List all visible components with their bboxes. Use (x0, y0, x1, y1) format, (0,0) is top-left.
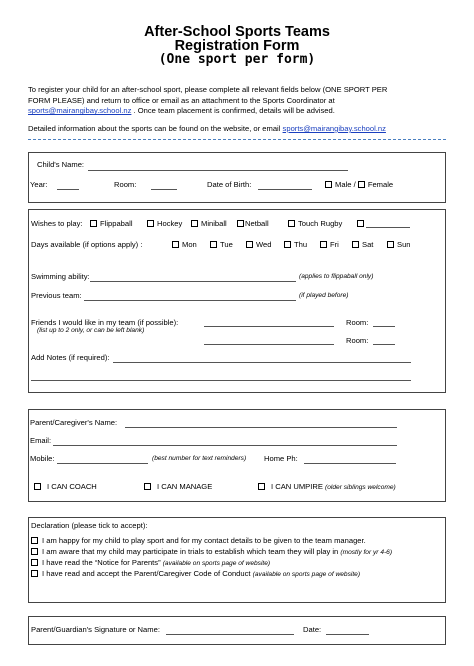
male-label: Male / (335, 180, 356, 189)
day-label: Wed (256, 240, 272, 249)
intro-line-1: To register your child for an after-school sport, please complete all relevant fields below (ONE SPORT PER (28, 85, 388, 94)
other-sport-field[interactable] (366, 227, 410, 228)
notes-field-line-2[interactable] (31, 380, 411, 381)
swimming-note: (applies to flippaball only) (299, 273, 374, 280)
date-label: Date: (303, 625, 322, 634)
day-label: Sat (362, 240, 374, 249)
signature-field[interactable] (166, 634, 294, 635)
sport-label: Hockey (157, 219, 183, 228)
signature-label: Parent/Guardian's Signature or Name: (31, 625, 160, 634)
coach-option[interactable] (34, 482, 97, 491)
form-title-line1: After-School Sports Teams (144, 24, 330, 40)
intro-line-3: . Once team placement is confirmed, details will be advised. (131, 106, 335, 116)
day-label: Mon (182, 240, 197, 249)
declaration-note: (available on sports page of website) (252, 571, 361, 578)
sport-label: Touch Rugby (298, 219, 343, 228)
umpire-checkbox[interactable] (258, 483, 265, 490)
mobile-label: Mobile: (30, 454, 55, 463)
thu-checkbox[interactable] (284, 241, 291, 248)
friends-label: Friends I would like in my team (if possible): (31, 318, 179, 327)
umpire-label: I CAN UMPIRE (271, 482, 323, 491)
swimming-label: Swimming ability: (31, 272, 90, 281)
other-sport-checkbox[interactable] (357, 220, 364, 227)
sport-label: Flippaball (100, 219, 133, 228)
manage-option[interactable] (144, 482, 212, 491)
mobile-field[interactable] (57, 463, 148, 464)
mobile-note: (best number for text reminders) (152, 455, 247, 462)
miniball-checkbox[interactable] (191, 220, 198, 227)
mon-checkbox[interactable] (172, 241, 179, 248)
umpire-option[interactable] (258, 482, 396, 492)
day-label: Sun (397, 240, 411, 249)
declaration-4-checkbox[interactable] (31, 570, 38, 577)
declaration-2-checkbox[interactable] (31, 548, 38, 555)
netball-checkbox[interactable] (237, 220, 244, 227)
declaration-text: I have read and accept the Parent/Caregiver Code of Conduct (42, 569, 253, 578)
coach-label: I CAN COACH (47, 482, 97, 491)
sport-label: Netball (245, 219, 269, 228)
day-wed[interactable] (246, 240, 271, 249)
female-checkbox[interactable] (358, 181, 365, 188)
coach-checkbox[interactable] (34, 483, 41, 490)
dashed-divider (28, 139, 446, 140)
parent-name-label: Parent/Caregiver's Name: (30, 418, 118, 427)
declaration-text: I am happy for my child to play sport and for my contact details to be given to the team manager. (42, 536, 366, 545)
declaration-3-checkbox[interactable] (31, 559, 38, 566)
parent-name-field[interactable] (125, 427, 397, 428)
intro-paragraph (28, 85, 446, 117)
email-label: Email: (30, 436, 52, 445)
form-subtitle: (One sport per form) (158, 52, 316, 67)
day-mon[interactable] (172, 240, 197, 249)
wed-checkbox[interactable] (246, 241, 253, 248)
declaration-1-checkbox[interactable] (31, 537, 38, 544)
intro-line-2: FORM PLEASE) and return to office or email as an attachment to the Sports Coordinator at (28, 95, 335, 105)
sport-miniball[interactable] (191, 219, 227, 228)
year-field[interactable] (57, 189, 79, 190)
day-fri[interactable] (320, 240, 339, 249)
child-name-field[interactable] (88, 170, 348, 171)
declaration-item-3[interactable] (31, 558, 270, 568)
umpire-note: (older siblings welcome) (325, 484, 396, 491)
website-note-text: Detailed information about the sports can be found on the website, or email (28, 124, 283, 133)
manage-checkbox[interactable] (144, 483, 151, 490)
declaration-text: I am aware that my child may participate in trials to establish which team they will play in (42, 547, 341, 556)
child-details-section (28, 152, 446, 203)
gender-options (325, 180, 393, 189)
sports-email-link[interactable]: sports@mairangibay.school.nz (282, 124, 386, 133)
friends-note: (list up to 2 only, or can be left blank) (37, 327, 145, 334)
sport-touch-rugby[interactable] (288, 219, 342, 228)
friend-2-room-field[interactable] (373, 344, 395, 345)
sport-flippaball[interactable] (90, 219, 133, 228)
room-label: Room: (114, 180, 137, 189)
declaration-note: (available on sports page of website) (162, 560, 271, 567)
day-label: Tue (220, 240, 233, 249)
fri-checkbox[interactable] (320, 241, 327, 248)
day-tue[interactable] (210, 240, 233, 249)
friend-2-room-label: Room: (346, 336, 369, 345)
male-checkbox[interactable] (325, 181, 332, 188)
room-field[interactable] (151, 189, 177, 190)
email-field[interactable] (53, 445, 397, 446)
manage-label: I CAN MANAGE (157, 482, 213, 491)
notes-label: Add Notes (if required): (31, 353, 110, 362)
notes-field-line-1[interactable] (113, 362, 411, 363)
friend-2-field[interactable] (204, 344, 334, 345)
friend-1-field[interactable] (204, 326, 334, 327)
form-title-line2: Registration Form (174, 38, 300, 54)
sport-other[interactable] (357, 219, 364, 228)
day-sun[interactable] (387, 240, 411, 249)
declaration-heading: Declaration (please tick to accept): (31, 521, 148, 530)
previous-team-label: Previous team: (31, 291, 82, 300)
declaration-note: (mostly for yr 4-6) (340, 549, 393, 556)
touch-rugby-checkbox[interactable] (288, 220, 295, 227)
day-label: Fri (330, 240, 339, 249)
declaration-item-4[interactable] (31, 569, 360, 579)
declaration-text: I have read the “Notice for Parents” (42, 558, 163, 567)
declaration-item-1[interactable] (31, 536, 366, 545)
friend-1-room-label: Room: (346, 318, 369, 327)
previous-team-note: (if played before) (299, 292, 349, 299)
flippaball-checkbox[interactable] (90, 220, 97, 227)
dob-label: Date of Birth: (207, 180, 252, 189)
home-phone-field[interactable] (304, 463, 396, 464)
coordinator-email-link[interactable]: sports@mairangibay.school.nz (28, 106, 132, 116)
date-field[interactable] (326, 634, 369, 635)
swimming-field[interactable] (90, 281, 296, 282)
hockey-checkbox[interactable] (147, 220, 154, 227)
sport-label: Miniball (201, 219, 227, 228)
sport-details-section (28, 209, 446, 393)
friend-1-room-field[interactable] (373, 326, 395, 327)
sun-checkbox[interactable] (387, 241, 394, 248)
day-label: Thu (294, 240, 308, 249)
female-label: Female (367, 180, 394, 189)
day-sat[interactable] (352, 240, 373, 249)
day-thu[interactable] (284, 240, 307, 249)
days-label: Days available (if options apply) : (31, 240, 143, 249)
sport-netball[interactable] (237, 219, 269, 228)
declaration-item-2[interactable] (31, 547, 392, 557)
intro-website-note (28, 124, 446, 135)
child-name-label: Child's Name: (37, 160, 85, 169)
sat-checkbox[interactable] (352, 241, 359, 248)
tue-checkbox[interactable] (210, 241, 217, 248)
wishes-label: Wishes to play: (31, 219, 83, 228)
dob-field[interactable] (258, 189, 312, 190)
year-label: Year: (30, 180, 48, 189)
sport-hockey[interactable] (147, 219, 182, 228)
home-phone-label: Home Ph: (264, 454, 298, 463)
previous-team-field[interactable] (84, 300, 296, 301)
